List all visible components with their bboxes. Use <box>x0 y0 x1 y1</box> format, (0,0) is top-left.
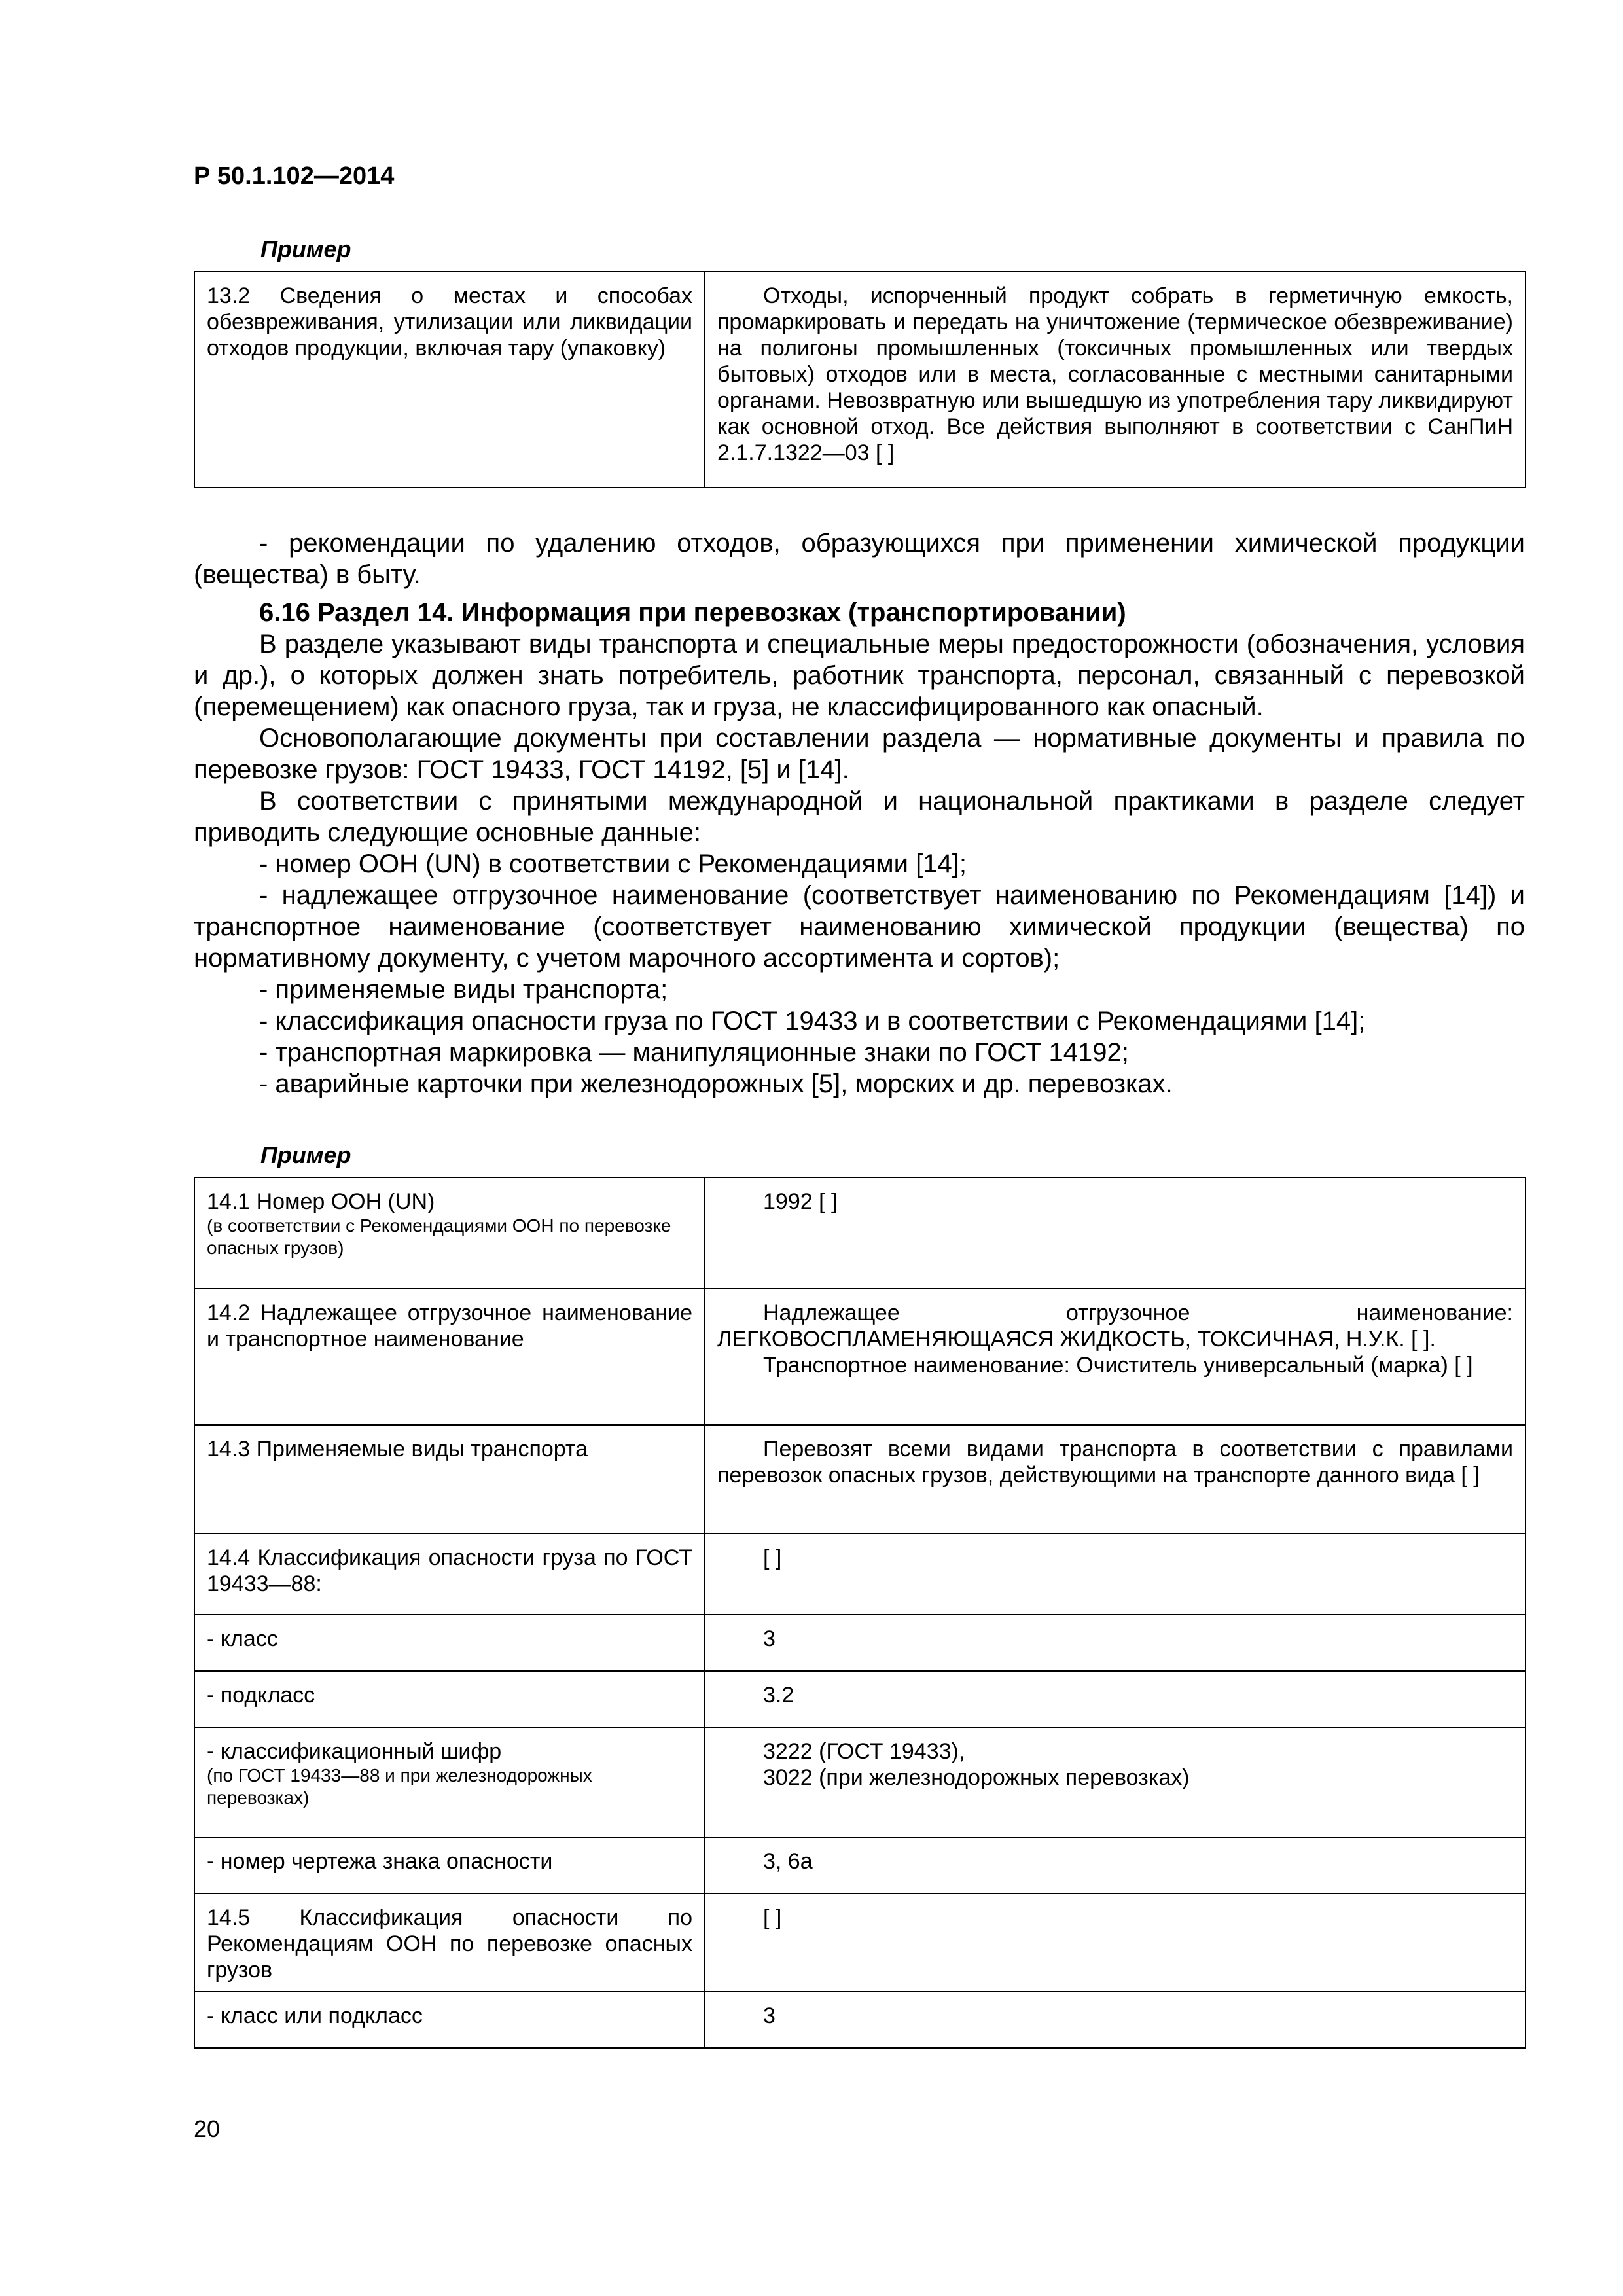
table-row <box>194 1992 1525 2048</box>
page-number: 20 <box>194 2115 221 2142</box>
cell-text: 14.1 Номер ООН (UN) <box>207 1189 435 1214</box>
table-cell-right <box>705 1289 1525 1425</box>
cell-note: (в соответствии с Рекомендациями ООН по перевозке опасных грузов) <box>207 1215 671 1258</box>
cell-text: 3, 6а <box>763 1849 813 1874</box>
document-header: Р 50.1.102—2014 <box>194 162 395 190</box>
cell-text: - классификационный шифр <box>207 1739 502 1764</box>
cell-text: 3.2 <box>763 1683 794 1708</box>
table-cell-right <box>705 1534 1525 1615</box>
paragraph: В соответствии с принятыми международной и национальной практиками в разделе следует приводить следующие основные данные: <box>194 787 1525 847</box>
section-body <box>194 528 1525 1100</box>
list-item: - применяемые виды транспорта; <box>259 975 668 1004</box>
table-row <box>194 1837 1525 1893</box>
table-cell-left <box>194 1727 705 1837</box>
paragraph: - рекомендации по удалению отходов, образующихся при применении химической продукции (вещества) в быту. <box>194 529 1525 589</box>
cell-text: [ ] <box>763 1905 782 1930</box>
table-row <box>194 1893 1525 1992</box>
table-row <box>194 1534 1525 1615</box>
table-cell-right <box>705 1727 1525 1837</box>
table-row <box>194 1671 1525 1727</box>
table-row <box>194 1425 1525 1534</box>
table-cell-left: - номер чертежа знака опасности <box>194 1837 705 1893</box>
list-item: - транспортная маркировка — манипуляционные знаки по ГОСТ 14192; <box>259 1038 1129 1067</box>
table-cell-right <box>705 1837 1525 1893</box>
example-table-1 <box>194 271 1526 488</box>
table-cell-left: - класс или подкласс <box>194 1992 705 2048</box>
table-cell-left <box>194 1177 705 1289</box>
example-table-2 <box>194 1177 1526 2049</box>
example-label-2: Пример <box>260 1141 351 1168</box>
table-cell-right <box>705 1893 1525 1992</box>
table-cell-right <box>705 1992 1525 2048</box>
table-row <box>194 1615 1525 1671</box>
list-item: - аварийные карточки при железнодорожных [5], морских и др. перевозках. <box>259 1069 1173 1098</box>
paragraph: В разделе указывают виды транспорта и специальные меры предосторожности (обозначения, условия и др.), о которых должен знать потребитель, работник транспорта, персонал, связанный с перевозкой (перемещением) как опасного груза, так и груза, не классифицированного как опасный. <box>194 630 1525 721</box>
table-cell-left: 14.2 Надлежащее отгрузочное наименование и транспортное наименование <box>194 1289 705 1425</box>
table-row <box>194 1177 1525 1289</box>
paragraph: Основополагающие документы при составлении раздела — нормативные документы и правила по перевозке грузов: ГОСТ 19433, ГОСТ 14192, [5] и [14]. <box>194 724 1525 784</box>
cell-text: Отходы, испорченный продукт собрать в герметичную емкость, промаркировать и передать на уничтожение (термическое обезвреживание) на полигоны промышленных (токсичных промышленных или твердых бытовых) отходов или в места, согласованные с местными санитарными органами. Невозвратную или вышедшую из употребления тару ликвидируют как основной отход. Все действия выполняют в соответствии с СанПиН 2.1.7.1322—03 [ ] <box>717 283 1513 465</box>
table-row <box>194 272 1525 488</box>
cell-text: 3022 (при железнодорожных перевозках) <box>763 1765 1190 1790</box>
list-item: - надлежащее отгрузочное наименование (соответствует наименованию по Рекомендациям [14]) и транспортное наименование (соответствует наименованию химической продукции (вещества) по нормативному документу, с учетом марочного ассортимента и сортов); <box>194 881 1525 973</box>
cell-text: 3222 (ГОСТ 19433), <box>763 1739 965 1764</box>
list-item: - классификация опасности груза по ГОСТ 19433 и в соответствии с Рекомендациями [14]; <box>259 1007 1366 1035</box>
cell-text: Транспортное наименование: Очиститель универсальный (марка) [ ] <box>763 1353 1473 1378</box>
table-cell-right <box>705 1671 1525 1727</box>
table-cell-left: 13.2 Сведения о местах и способах обезвреживания, утилизации или ликвидации отходов продукции, включая тару (упаковку) <box>194 272 705 488</box>
table-cell-left: 14.5 Классификация опасности по Рекомендациям ООН по перевозке опасных грузов <box>194 1893 705 1992</box>
cell-note: (по ГОСТ 19433—88 и при железнодорожных перевозках) <box>207 1765 592 1808</box>
list-item: - номер ООН (UN) в соответствии с Рекомендациями [14]; <box>259 850 967 878</box>
cell-text: Перевозят всеми видами транспорта в соответствии с правилами перевозок опасных грузов, действующими на транспорте данного вида [ ] <box>717 1437 1513 1488</box>
example-label-1: Пример <box>260 236 351 262</box>
table-row <box>194 1289 1525 1425</box>
table-cell-right <box>705 272 1525 488</box>
cell-text: Надлежащее отгрузочное наименование: ЛЕГКОВОСПЛАМЕНЯЮЩАЯСЯ ЖИДКОСТЬ, ТОКСИЧНАЯ, Н.У.К. [ ]. <box>717 1300 1513 1352</box>
table-cell-right <box>705 1425 1525 1534</box>
table-cell-right <box>705 1177 1525 1289</box>
table-cell-left: 14.4 Классификация опасности груза по ГОСТ 19433—88: <box>194 1534 705 1615</box>
table-cell-right <box>705 1615 1525 1671</box>
cell-text: 3 <box>763 1626 776 1651</box>
cell-text: 1992 [ ] <box>763 1189 838 1214</box>
table-row <box>194 1727 1525 1837</box>
section-title: 6.16 Раздел 14. Информация при перевозках (транспортировании) <box>259 598 1126 627</box>
table-cell-left: - подкласс <box>194 1671 705 1727</box>
table-cell-left: - класс <box>194 1615 705 1671</box>
cell-text: 3 <box>763 2003 776 2028</box>
table-cell-left: 14.3 Применяемые виды транспорта <box>194 1425 705 1534</box>
cell-text: [ ] <box>763 1545 782 1570</box>
